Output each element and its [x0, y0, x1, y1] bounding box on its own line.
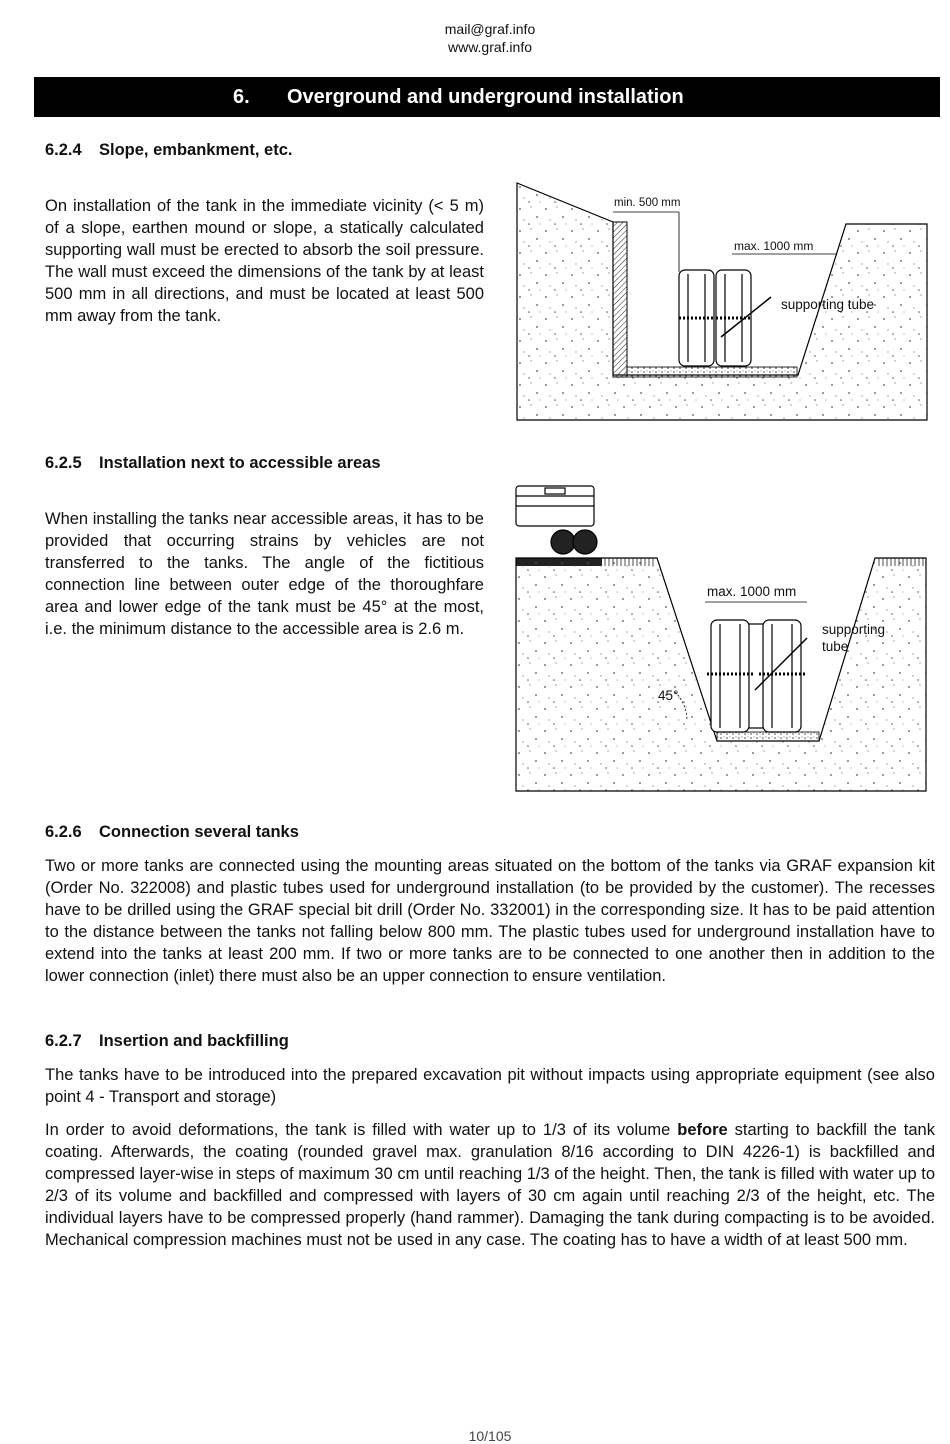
chapter-banner	[34, 77, 940, 117]
section-number: 6.2.7	[45, 1032, 82, 1050]
figure2-tube-label-2: tube	[822, 639, 849, 654]
backfill-text-rest: starting to backfill the tank coating. Afterwards, the coating (rounded gravel max. granulation 8/16 according to DIN 4226-1) is backfilled and compressed layer-wise in steps of maximum 30 cm until reaching 1/3 of the height. Then, the tank is filled with water up to 2/3 of its volume and backfilled and compressed with layers of 30 cm again until reaching 2/3 of the height, etc. The individual layers have to be compressed properly (hand rammer). Damaging the tank during compacting is to be avoided. Mechanical compression machines must not be used in any case. The coating has to have a width of at least 500 mm.	[45, 1121, 935, 1249]
figure2-tube-label-1: supporting	[822, 622, 886, 637]
figure1-max-label: max. 1000 mm	[734, 239, 814, 253]
section-heading-625	[45, 454, 381, 473]
section-number: 6.2.6	[45, 823, 82, 841]
section-heading-626	[45, 823, 299, 842]
section-text-627-backfill	[45, 1119, 935, 1251]
figure-accessible-area	[515, 484, 927, 792]
section-title: Insertion and backfilling	[99, 1032, 289, 1050]
section-title: Connection several tanks	[99, 823, 299, 841]
section-heading-627	[45, 1032, 289, 1051]
section-number: 6.2.5	[45, 454, 82, 472]
section-text-624: On installation of the tank in the immediate vicinity (< 5 m) of a slope, earthen mound or slope, a statically calculated supporting wall must be erected to absorb the soil pressure. The wall must exceed the dimensions of the tank by at least 500 mm in all directions, and must be located at least 500 mm away from the tank.	[45, 197, 484, 325]
contact-website: www.graf.info	[447, 39, 533, 55]
section-text-625: When installing the tanks near accessible areas, it has to be provided that occurring strains by vehicles are not transferred to the tanks. The angle of the fictitious connection line between outer edge of the thoroughfare area and lower edge of the tank must be 45° at the most, i.e. the minimum distance to the accessible area is 2.6 m.	[45, 510, 484, 638]
figure1-min-label: min. 500 mm	[614, 197, 681, 209]
figure-slope-installation	[516, 182, 928, 422]
section-title: Slope, embankment, etc.	[99, 141, 293, 159]
section-title: Installation next to accessible areas	[99, 454, 381, 472]
backfill-text-emphasis: before	[677, 1121, 728, 1139]
chapter-number: 6.	[233, 86, 250, 108]
chapter-title: Overground and underground installation	[287, 86, 684, 108]
contact-info	[0, 20, 950, 56]
section-text-626: Two or more tanks are connected using the mounting areas situated on the bottom of the tanks via GRAF expansion kit (Order No. 322008) and plastic tubes used for underground installation (to be provided by the customer). The recesses have to be drilled using the GRAF special bit drill (Order No. 332001) in the corresponding size. It has to be paid attention to the distance between the tanks not falling below 800 mm. The plastic tubes used for underground installation have to extend into the tanks at least 200 mm. If two or more tanks are to be connected to one another then in addition to the lower connection (inlet) there must also be an upper connection to ensure ventilation.	[45, 857, 935, 985]
figure2-angle-label: 45°	[658, 688, 679, 703]
backfill-text-start: In order to avoid deformations, the tank is filled with water up to 1/3 of its volume	[45, 1121, 678, 1139]
vehicle-icon	[516, 486, 597, 554]
section-heading-624	[45, 141, 292, 160]
figure2-max-label: max. 1000 mm	[707, 584, 797, 599]
contact-email: mail@graf.info	[444, 21, 536, 37]
section-text-627: The tanks have to be introduced into the prepared excavation pit without impacts using appropriate equipment (see also point 4 - Transport and storage)	[45, 1066, 935, 1106]
page-number: 10/105	[468, 1428, 512, 1444]
figure1-tube-label: supporting tube	[781, 297, 875, 312]
section-number: 6.2.4	[45, 141, 82, 159]
